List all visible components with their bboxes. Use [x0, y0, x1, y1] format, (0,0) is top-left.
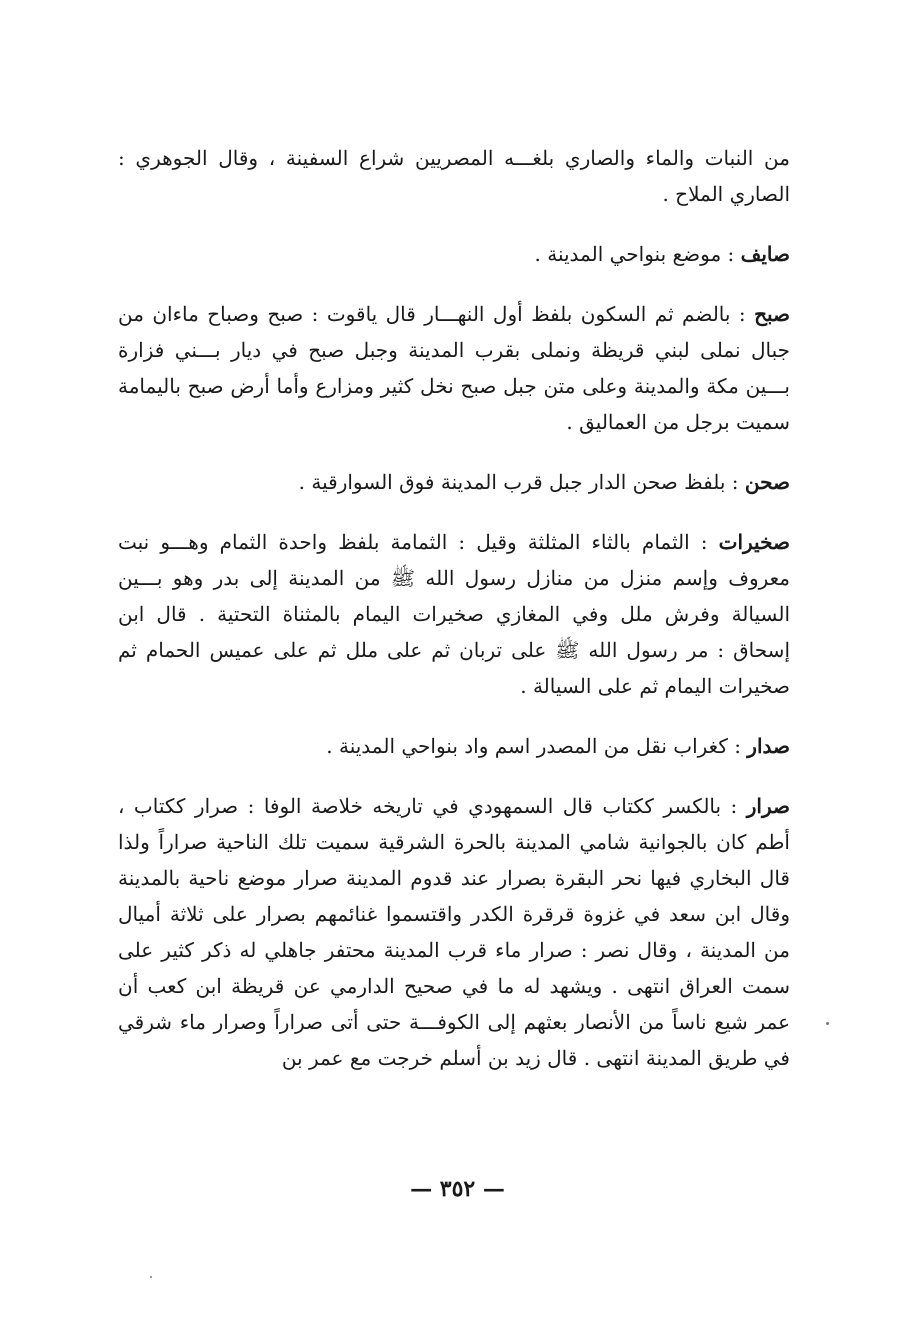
entry-definition: : بالضم ثم السكون بلفظ أول النهـــار قال ياقوت : صبح وصباح ماءان من جبال نملى لبني قريظة ونملى بقرب المدينة وجبل صبح في ديار بـــني فزارة بـــين مكة والمدينة وعلى متن جبل صبح نخل كثير ومزارع وأما أرض صبح باليمامة سميت برجل من العماليق . [118, 302, 790, 434]
scan-speck [826, 1022, 829, 1025]
entry-term: صبح [754, 302, 790, 326]
entry-term: صرار [746, 794, 790, 818]
entry-subh [118, 296, 790, 440]
paragraph-continuation [118, 140, 790, 212]
entry-term: صخيرات [718, 530, 790, 554]
entry-sahn [118, 464, 790, 500]
entry-sirar [118, 788, 790, 1076]
entry-definition: : بالكسر ككتاب قال السمهودي في تاريخه خلاصة الوفا : صرار ككتاب ، أطم كان بالجوانية شامي المدينة بالحرة الشرقية سميت تلك الناحية صراراً ولذا قال البخاري فيها نحر البقرة بصرار عند قدوم المدينة صرار موضع ناحية بالمدينة وقال ابن سعد في غزوة قرقرة الكدر واقتسموا غنائمهم بصرار على ثلاثة أميال من المدينة ، وقال نصر : صرار ماء قرب المدينة محتفر جاهلي له ذكر كثير على سمت العراق انتهى . ويشهد له ما في صحيح الدارمي عن قريظة ابن كعب أن عمر شيع ناساً من الأنصار بعثهم إلى الكوفـــة حتى أتى صراراً وصرار ماء شرقي في طريق المدينة انتهى . قال زيد بن أسلم خرجت مع عمر بن [118, 794, 790, 1070]
entry-definition: : كغراب نقل من المصدر اسم واد بنواحي المدينة . [326, 734, 748, 758]
entry-definition: : بلفظ صحن الدار جبل قرب المدينة فوق السوارقية . [298, 470, 745, 494]
entry-sukhayrat [118, 524, 790, 704]
entry-term: صحن [744, 470, 790, 494]
scan-speck [150, 1276, 152, 1278]
continuation-text: من النبات والماء والصاري بلغـــه المصريين شراع السفينة ، وقال الجوهري : الصاري الملاح . [118, 146, 790, 206]
entry-term: صدار [747, 734, 790, 758]
entry-definition: : موضع بنواحي المدينة . [534, 242, 741, 266]
entry-definition: : الثمام بالثاء المثلثة وقيل : الثمامة بلفظ واحدة الثمام وهـــو نبت معروف وإسم منزل من منازل رسول الله ﷺ من المدينة إلى بدر وهو بـــين السيالة وفرش ملل وفي المغازي صخيرات اليمام بالمثناة التحتية . قال ابن إسحاق : مر رسول الله ﷺ على تربان ثم على ملل ثم على عميس الحمام ثم صخيرات اليمام ثم على السيالة . [118, 530, 791, 698]
entry-sudar [118, 728, 790, 764]
body-text [118, 140, 790, 1100]
entry-sayif [118, 236, 790, 272]
entry-term: صايف [740, 242, 790, 266]
page-number: — ٣٥٢ — [410, 1176, 505, 1202]
